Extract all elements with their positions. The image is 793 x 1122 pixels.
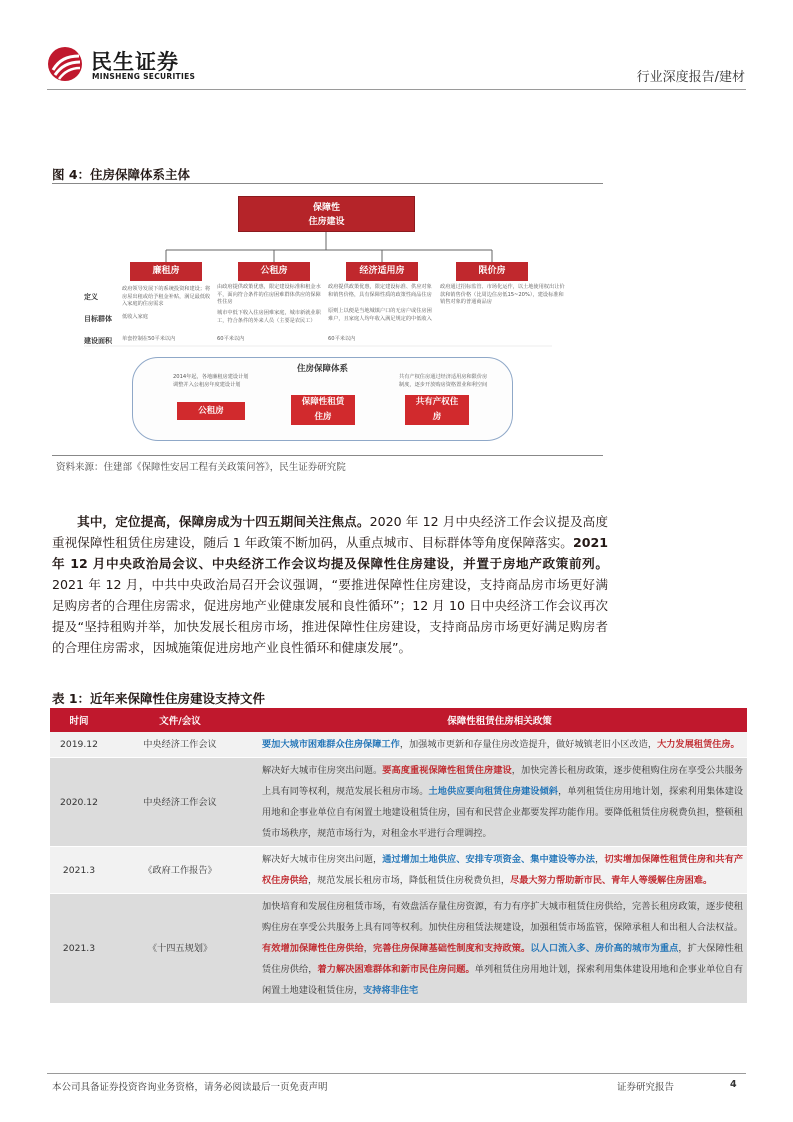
figure-bottom-rule xyxy=(52,455,603,456)
policy-text-segment: 完善住房保障基础性制度和支持政策。 xyxy=(373,943,531,954)
cell-time: 2019.12 xyxy=(50,732,108,758)
sub-box-baozhangxing-zulin: 保障性租赁住房 xyxy=(291,395,355,425)
policy-text-segment: ，单列租赁住房用地计划，探索利用集体建设用地和企事业单位自有闲置土地建设租赁住房，国有和民营企业都要发挥功能作用。要降低租赁住房税费负担，整顿租赁市场秩序，规范市场行为，对租金水平进行合理调控。 xyxy=(262,786,744,839)
page-number: 4 xyxy=(730,1079,737,1090)
jingshi-target: 原则上以便是当地城镇户口的无房户或住房困难户，且家庭人均年收入满足规定的中低收入 xyxy=(328,308,432,322)
header-time: 时间 xyxy=(50,708,108,732)
policy-text-segment: 解决好大城市住房突出问题， xyxy=(262,854,383,865)
lianzu-target: 低收入家庭 xyxy=(122,314,148,320)
table-title: 表 1：近年来保障性住房建设支持文件 xyxy=(52,691,266,706)
top-box-line-2: 住房建设 xyxy=(308,217,345,227)
table-row xyxy=(50,847,747,894)
policy-text-segment: ，加快完善长租房政策，逐步使租购住房在享受公共服务上具有同等权利，规范发展长租房市场。 xyxy=(262,765,744,797)
category-lianzufang: 廉租房 xyxy=(130,262,202,281)
cell-time: 2021.3 xyxy=(50,894,108,1004)
top-box-line-1: 保障性 xyxy=(312,203,340,213)
header-document: 文件/会议 xyxy=(108,708,252,732)
policy-text-segment: 支持将非住宅 xyxy=(363,985,419,996)
policy-text-segment: 土地供应要向租赁住房建设倾斜 xyxy=(428,786,559,797)
policy-text-segment: 要高度重视保障性租赁住房建设 xyxy=(382,765,512,776)
note-right: 共有产权住房通过经济适用房和限价房制度，逐步开放购房资格置业和利空间 xyxy=(399,374,488,388)
category-jingjishiyongfang: 经济适用房 xyxy=(346,262,418,281)
gongzu-definition: 由政府提供政策优惠，限定建设标准和租金水平，面向符合条件的住房困难群体供应的保障性住房 xyxy=(217,284,321,305)
cell-document: 《十四五规划》 xyxy=(108,894,252,1004)
table-row xyxy=(50,732,747,758)
policy-table xyxy=(50,708,747,1004)
housing-security-diagram xyxy=(52,184,603,454)
cell-time: 2020.12 xyxy=(50,758,108,847)
policy-text-segment: ，扩大保障性租赁住房供给， xyxy=(262,943,744,975)
jingshi-definition: 政府提供政策优惠，限定建设标准、供应对象和销售价格，具有保障性质的政策性商品住房 xyxy=(328,284,432,298)
jingshi-area: 60平米以内 xyxy=(328,336,356,342)
gongzu-target: 城市中低下收入住房困难家庭，城市新就业职工，符合条件的外来人员（主要是农民工） xyxy=(217,310,321,324)
figure-title: 图 4：住房保障体系主体 xyxy=(52,167,191,182)
category-gongzufang: 公租房 xyxy=(238,262,310,281)
cell-document: 《政府工作报告》 xyxy=(108,847,252,894)
policy-text-segment: ， xyxy=(363,943,374,954)
lianzu-area: 单套控制在50平米以内 xyxy=(122,336,176,342)
company-logo xyxy=(47,42,247,86)
policy-text-segment: ， xyxy=(595,854,605,865)
policy-text-segment: 切实增加保障性租赁住房和共有产权住房供给 xyxy=(262,854,744,886)
security-system-oval xyxy=(132,357,513,441)
para-sentence-2: 2020 年 12 月中央经济工作会议提及高度重视保障性租赁住房建设，随后 1 年政策不断加码，从重点城市、目标群体等角度保障落实。 xyxy=(52,514,608,550)
policy-text-segment: 要加大城市困难群众住房保障工作 xyxy=(262,739,400,750)
footer-disclaimer: 本公司具备证券投资咨询业务资格，请务必阅读最后一页免责声明 xyxy=(52,1082,328,1093)
para-sentence-4: 2021 年 12 月，中共中央政治局召开会议强调，“要推进保障性住房建设，支持商品房市场更好满足购房者的合理住房需求，促进房地产业健康发展和良性循环”；12 月 10 日中央经济工作会议再次提及“坚持租购并举，加快发展长租房市场，推进保障性住房建设，支持商品房市场更好满足购房者的合理住房需求，因城施策促进房地产业良性循环和健康发展”。 xyxy=(52,577,608,655)
category-xianjiafang: 限价房 xyxy=(456,262,528,281)
policy-text-segment: 加快培育和发展住房租赁市场，有效盘活存量住房资源，有力有序扩大城市租赁住房供给，完善长租房政策，逐步使租购住房在享受公共服务上具有同等权利。加快住房租赁法规建设，加强租赁市场监管，保障承租人和出租人合法权益。 xyxy=(262,901,743,933)
table-row xyxy=(50,894,747,1004)
header-policy: 保障性租赁住房相关政策 xyxy=(252,708,747,732)
table-row xyxy=(50,758,747,847)
row-label-target-group: 目标群体 xyxy=(84,315,112,323)
policy-text-segment: 单列租赁住房用地计划，探索利用集体建设用地和企事业单位自有闲置土地建设租赁住房， xyxy=(262,964,744,996)
cell-policy xyxy=(252,758,747,847)
table-header-row xyxy=(50,708,747,732)
policy-text-segment: ，规范发展长租房市场，降低租赁住房税费负担， xyxy=(307,875,511,886)
document-category: 行业深度报告/建材 xyxy=(636,70,745,85)
cell-time: 2021.3 xyxy=(50,847,108,894)
policy-text-segment: 解决好大城市住房突出问题。 xyxy=(262,765,383,776)
sub-box-gongzufang: 公租房 xyxy=(177,402,245,420)
note-left: 2014年起，各地廉租房建设计划调整并入公租房年度建设计划 xyxy=(173,374,249,388)
policy-text-segment: 以人口流入多、房价高的城市为重点 xyxy=(530,943,679,954)
row-label-definition: 定义 xyxy=(84,293,98,301)
para-lead-sentence: 其中，定位提高，保障房成为十四五期间关注焦点。 xyxy=(77,514,370,529)
policy-text-segment: 有效增加保障性住房供给 xyxy=(262,943,364,954)
footer-report-type: 证券研究报告 xyxy=(617,1082,675,1093)
cell-document: 中央经济工作会议 xyxy=(108,732,252,758)
security-system-title: 住房保障体系 xyxy=(296,364,348,374)
logo-chinese-name: 民生证券 xyxy=(91,50,179,74)
minsheng-logo-icon xyxy=(47,46,85,82)
top-box-security-housing xyxy=(238,196,415,232)
body-paragraph xyxy=(52,511,608,658)
table-body xyxy=(50,732,747,1004)
policy-text-segment: ，加强城市更新和存量住房改造提升，做好城镇老旧小区改造， xyxy=(399,739,658,750)
cell-policy xyxy=(252,847,747,894)
logo-english-name: MINSHENG SECURITIES xyxy=(92,72,196,81)
cell-policy xyxy=(252,732,747,758)
sub-box-gongyouchanquan: 共有产权住房 xyxy=(405,395,469,425)
policy-text-segment: 尽最大努力帮助新市民、青年人等缓解住房困难。 xyxy=(510,875,713,886)
policy-text-segment: 大力发展租赁住房。 xyxy=(657,739,740,750)
policy-text-segment: 通过增加土地供应、安排专项资金、集中建设等办法 xyxy=(382,854,596,865)
cell-document: 中央经济工作会议 xyxy=(108,758,252,847)
row-label-area: 建设面积 xyxy=(84,337,112,345)
gongzu-area: 60平米以内 xyxy=(217,336,245,342)
footer-divider xyxy=(47,1073,746,1074)
figure-source: 资料来源：住建部《保障性安居工程有关政策问答》，民生证券研究院 xyxy=(56,462,346,473)
policy-text-segment: 着力解决困难群体和新市民住房问题。 xyxy=(317,964,475,975)
xianjia-definition: 政府通过招标监管、市场化运作，以土地使用权出让价款和销售价格（比周边住房低15~20%），建设标准和销售对象的普通商品房 xyxy=(440,284,565,305)
para-sentence-3: 2021 年 12 月中央政治局会议、中央经济工作会议均提及保障性住房建设，并置于房地产政策前列。 xyxy=(52,535,608,571)
header-divider xyxy=(47,89,746,90)
lianzu-definition: 政府领导发展下的系统投资和建设；将房屋出租或给予租金补贴，满足最低收入家庭的住房需求 xyxy=(122,286,211,307)
cell-policy xyxy=(252,894,747,1004)
